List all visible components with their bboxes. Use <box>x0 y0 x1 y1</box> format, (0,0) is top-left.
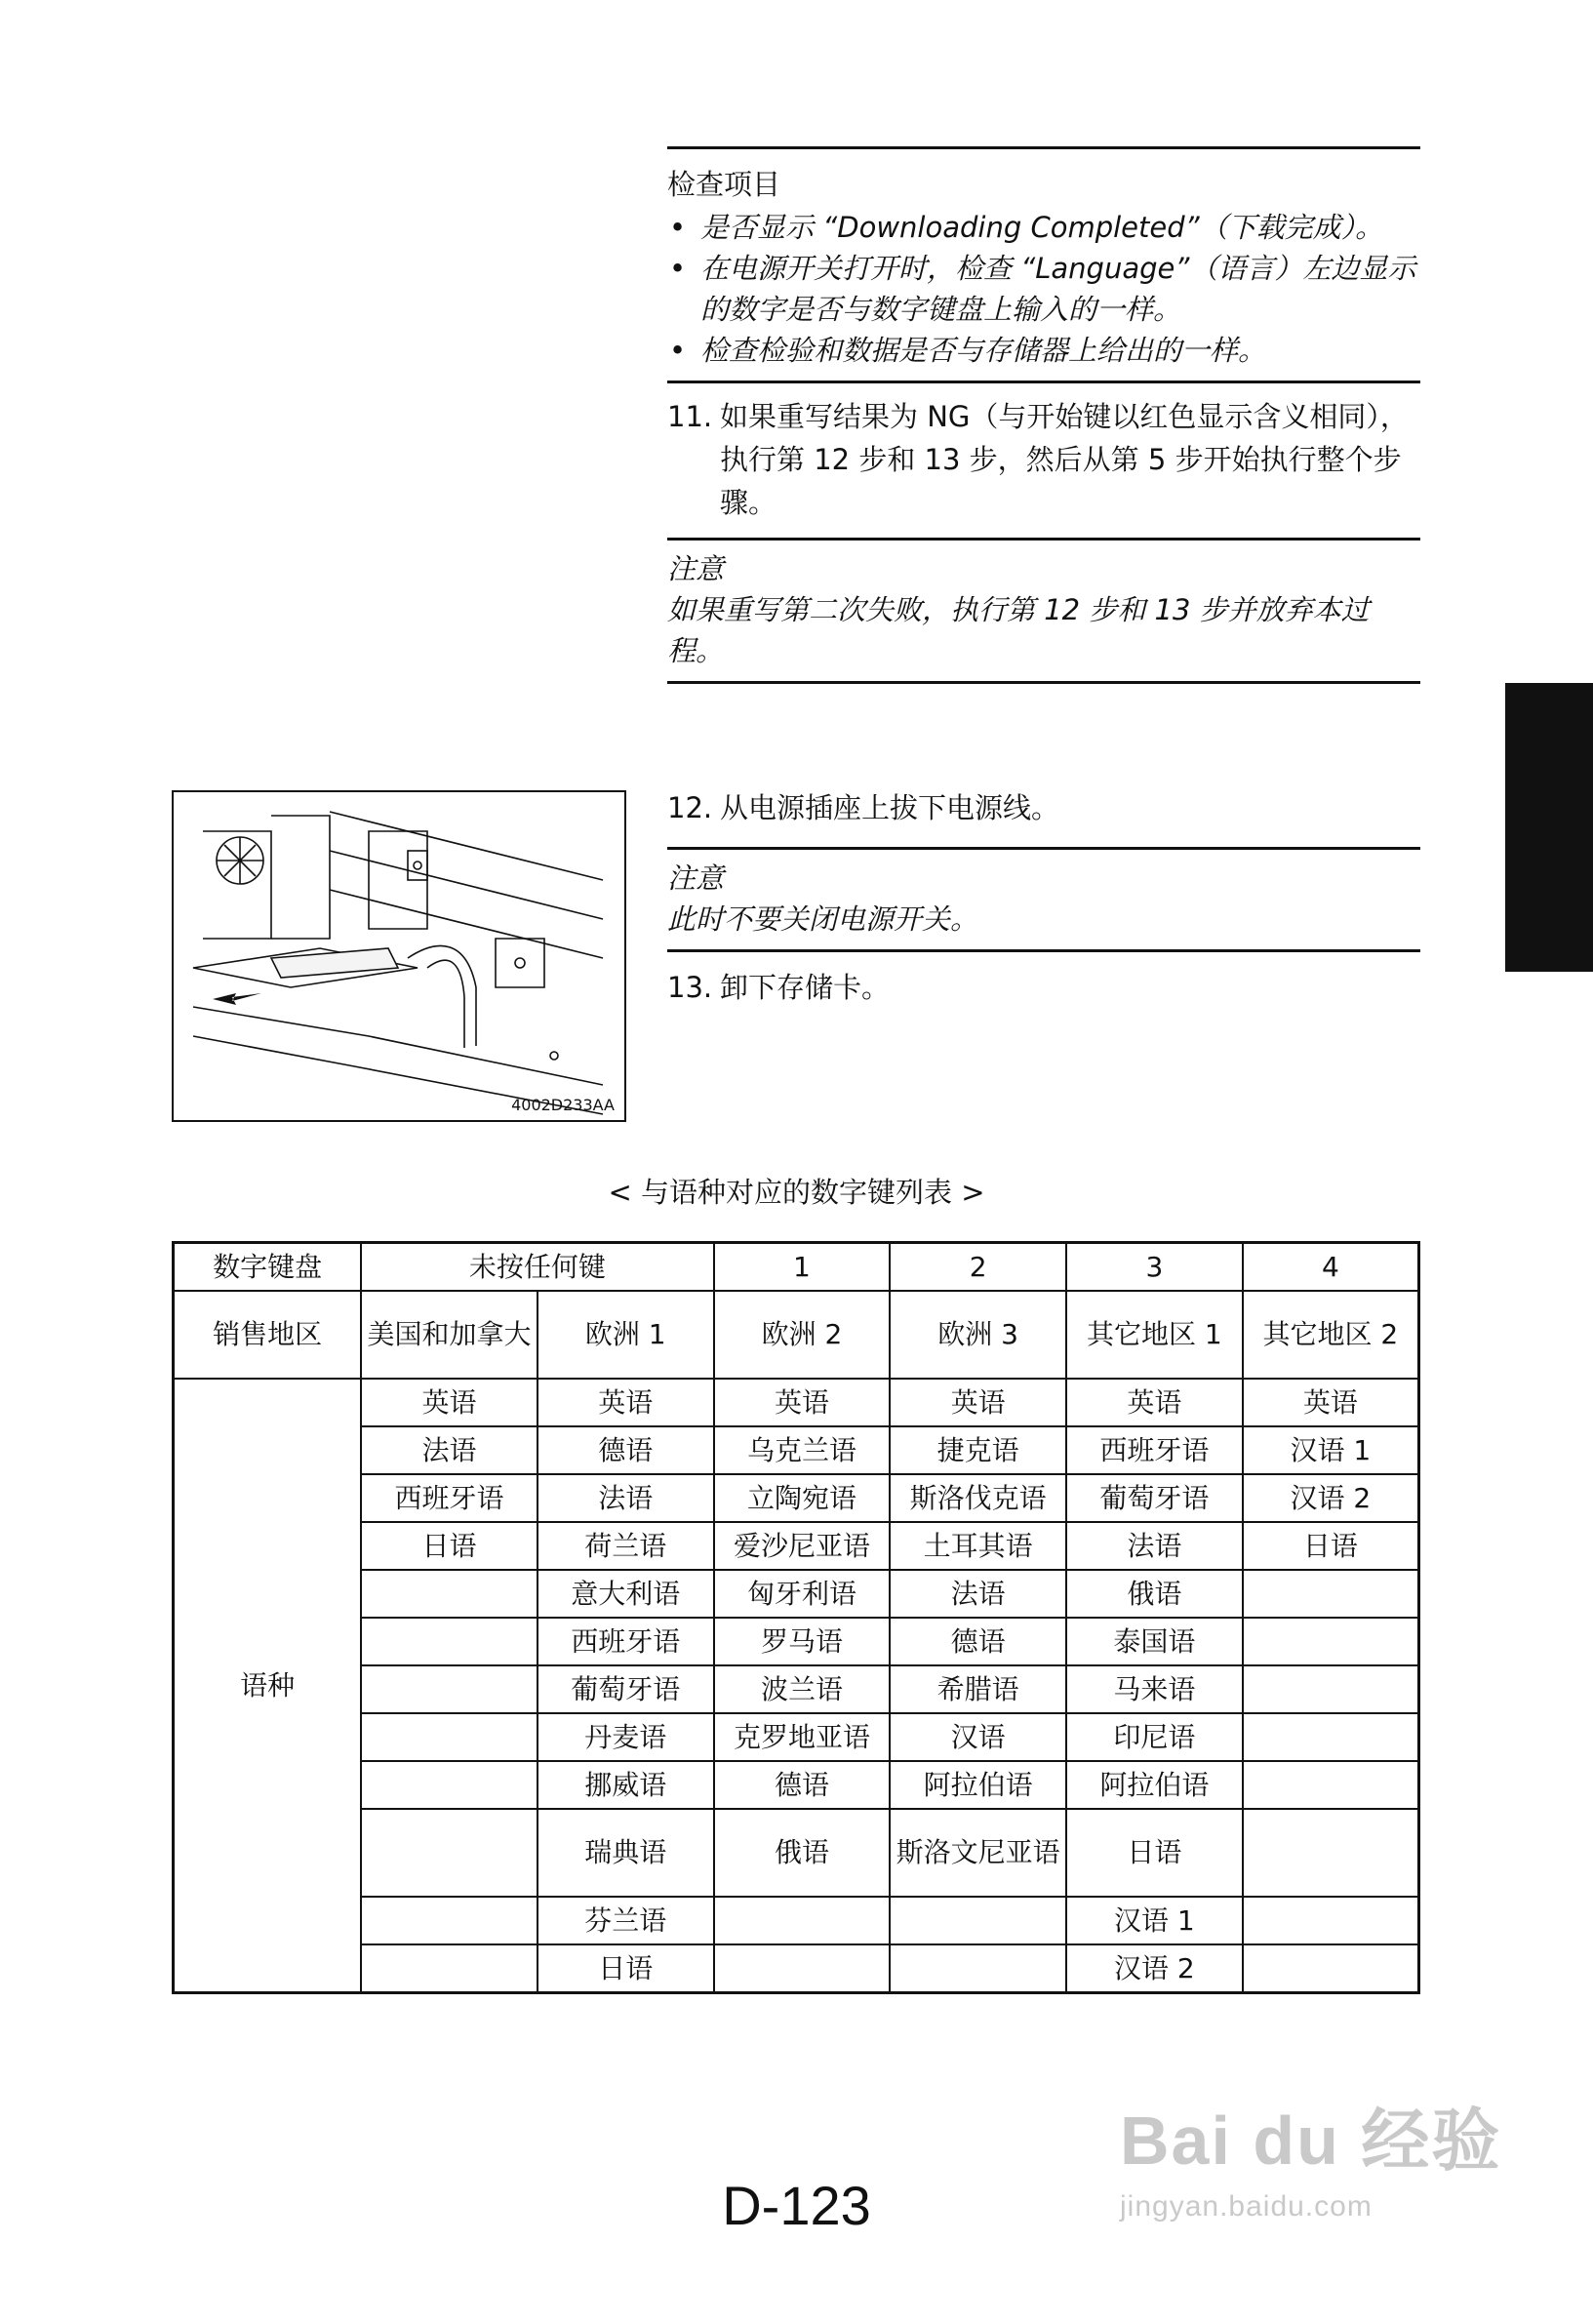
watermark <box>1120 2086 1501 2224</box>
table-cell: 俄语 <box>714 1809 891 1897</box>
note-1-body: 如果重写第二次失败，执行第 12 步和 13 步并放弃本过程。 <box>667 593 1370 667</box>
region-other-1: 其它地区 1 <box>1066 1291 1243 1379</box>
table-row <box>174 1379 1419 1426</box>
table-cell: 日语 <box>538 1944 714 1993</box>
check-item-2-text: 在电源开关打开时，检查 “Language”（语言）左边显示的数字是否与数字键盘上输入的一样。 <box>700 252 1416 326</box>
note-2-title: 注意 <box>667 861 725 895</box>
row-label-language: 语种 <box>174 1379 362 1993</box>
header-key-2: 2 <box>890 1243 1066 1292</box>
table-cell <box>1243 1618 1419 1665</box>
table-cell <box>361 1570 538 1618</box>
check-items-box <box>667 146 1420 684</box>
figure-code: 4002D233AA <box>511 1096 615 1114</box>
language-rows <box>174 1379 1419 1993</box>
note-2-body: 此时不要关闭电源开关。 <box>667 902 979 936</box>
check-item-3: • 检查检验和数据是否与存储器上给出的一样。 <box>669 334 1267 367</box>
rule-note2-top <box>667 847 1420 850</box>
table-header-row-regions <box>174 1291 1419 1379</box>
table-cell: 挪威语 <box>538 1761 714 1809</box>
region-other-2: 其它地区 2 <box>1243 1291 1419 1379</box>
watermark-logo: Bai du 经验 <box>1120 2103 1502 2179</box>
rule-top <box>667 146 1420 149</box>
table-cell: 汉语 <box>890 1713 1066 1761</box>
steps-12-13 <box>667 786 1420 1009</box>
table-cell <box>1243 1897 1419 1944</box>
table-cell: 英语 <box>361 1379 538 1426</box>
table-cell <box>361 1897 538 1944</box>
table-cell: 法语 <box>538 1474 714 1522</box>
rule-note2-bottom <box>667 949 1420 952</box>
table-caption: < 与语种对应的数字键列表 > <box>608 1176 985 1209</box>
check-item-1: • 是否显示 “Downloading Completed”（下载完成）。 <box>669 211 1384 244</box>
table-cell: 瑞典语 <box>538 1809 714 1897</box>
table-cell: 汉语 1 <box>1066 1897 1243 1944</box>
table-cell: 英语 <box>890 1379 1066 1426</box>
table-cell: 荷兰语 <box>538 1522 714 1570</box>
table-cell <box>1243 1944 1419 1993</box>
table-cell <box>890 1897 1066 1944</box>
table-cell: 法语 <box>361 1426 538 1474</box>
step-12-number: 12. <box>667 791 713 824</box>
header-no-key: 未按任何键 <box>361 1243 713 1292</box>
header-key-1: 1 <box>714 1243 891 1292</box>
table-cell <box>361 1618 538 1665</box>
table-cell: 英语 <box>1243 1379 1419 1426</box>
check-item-3-text: 检查检验和数据是否与存储器上给出的一样。 <box>700 334 1267 367</box>
table-cell <box>890 1944 1066 1993</box>
table-cell: 斯洛伐克语 <box>890 1474 1066 1522</box>
header-key-4: 4 <box>1243 1243 1419 1292</box>
step-12-text: 从电源插座上拔下电源线。 <box>720 791 1060 824</box>
table-cell: 罗马语 <box>714 1618 891 1665</box>
table-cell: 法语 <box>1066 1522 1243 1570</box>
table-cell <box>361 1665 538 1713</box>
step-13-number: 13. <box>667 971 713 1004</box>
table-cell: 德语 <box>538 1426 714 1474</box>
memory-card-removal-illustration <box>172 790 626 1122</box>
step-11-text: 如果重写结果为 NG（与开始键以红色显示含义相同），执行第 12 步和 13 步，然后从第 5 步开始执行整个步骤。 <box>720 400 1409 519</box>
step-12 <box>667 786 1420 829</box>
page-number: D-123 <box>722 2175 871 2236</box>
check-item-2: • 在电源开关打开时，检查 “Language”（语言）左边显示的数字是否与数字键盘上输入的一样。 <box>669 252 1416 326</box>
region-europe-3: 欧洲 3 <box>890 1291 1066 1379</box>
table-cell: 波兰语 <box>714 1665 891 1713</box>
language-key-table <box>172 1241 1420 1994</box>
table-cell: 日语 <box>1243 1522 1419 1570</box>
step-11 <box>667 395 1420 524</box>
rule-note1-bottom <box>667 681 1420 684</box>
table-cell: 丹麦语 <box>538 1713 714 1761</box>
table-cell: 葡萄牙语 <box>1066 1474 1243 1522</box>
table-cell: 德语 <box>890 1618 1066 1665</box>
table-cell <box>361 1713 538 1761</box>
table-cell: 俄语 <box>1066 1570 1243 1618</box>
table-cell <box>1243 1809 1419 1897</box>
header-key-3: 3 <box>1066 1243 1243 1292</box>
table-cell: 斯洛文尼亚语 <box>890 1809 1066 1897</box>
table-cell <box>1243 1665 1419 1713</box>
region-europe-2: 欧洲 2 <box>714 1291 891 1379</box>
header-keypad: 数字键盘 <box>174 1243 362 1292</box>
table-cell: 爱沙尼亚语 <box>714 1522 891 1570</box>
table-cell <box>361 1809 538 1897</box>
table-cell: 法语 <box>890 1570 1066 1618</box>
table-cell <box>361 1944 538 1993</box>
rule-after-check <box>667 381 1420 383</box>
check-item-1-text: 是否显示 “Downloading Completed”（下载完成）。 <box>700 211 1384 244</box>
table-cell: 英语 <box>1066 1379 1243 1426</box>
table-cell <box>714 1944 891 1993</box>
table-header-row-keys <box>174 1243 1419 1292</box>
region-us-canada: 美国和加拿大 <box>361 1291 538 1379</box>
table-cell: 葡萄牙语 <box>538 1665 714 1713</box>
pull-arrow-icon <box>213 993 261 1005</box>
table-cell: 土耳其语 <box>890 1522 1066 1570</box>
rule-note1-top <box>667 538 1420 541</box>
table-cell: 意大利语 <box>538 1570 714 1618</box>
table-cell <box>1243 1761 1419 1809</box>
step-13 <box>667 966 1420 1009</box>
table-cell: 芬兰语 <box>538 1897 714 1944</box>
note-1-title: 注意 <box>667 552 725 585</box>
table-cell: 阿拉伯语 <box>890 1761 1066 1809</box>
table-cell: 德语 <box>714 1761 891 1809</box>
table-cell: 汉语 1 <box>1243 1426 1419 1474</box>
table-cell <box>361 1761 538 1809</box>
table-cell: 日语 <box>1066 1809 1243 1897</box>
table-cell: 希腊语 <box>890 1665 1066 1713</box>
watermark-url: jingyan.baidu.com <box>1120 2190 1373 2223</box>
region-europe-1: 欧洲 1 <box>538 1291 714 1379</box>
step-11-number: 11. <box>667 400 713 433</box>
table-cell <box>1243 1570 1419 1618</box>
table-cell <box>1243 1713 1419 1761</box>
table-cell: 日语 <box>361 1522 538 1570</box>
table-cell: 匈牙利语 <box>714 1570 891 1618</box>
check-items-title: 检查项目 <box>667 168 781 201</box>
table-cell: 乌克兰语 <box>714 1426 891 1474</box>
table-cell <box>714 1897 891 1944</box>
illustration-drawing <box>174 792 624 1120</box>
table-cell: 英语 <box>714 1379 891 1426</box>
table-cell: 英语 <box>538 1379 714 1426</box>
table-cell: 西班牙语 <box>1066 1426 1243 1474</box>
table-cell: 汉语 2 <box>1243 1474 1419 1522</box>
table-cell: 阿拉伯语 <box>1066 1761 1243 1809</box>
table-cell: 泰国语 <box>1066 1618 1243 1665</box>
table-cell: 汉语 2 <box>1066 1944 1243 1993</box>
table-cell: 西班牙语 <box>361 1474 538 1522</box>
table-cell: 克罗地亚语 <box>714 1713 891 1761</box>
table-cell: 捷克语 <box>890 1426 1066 1474</box>
table-cell: 马来语 <box>1066 1665 1243 1713</box>
table-cell: 印尼语 <box>1066 1713 1243 1761</box>
header-region: 销售地区 <box>174 1291 362 1379</box>
section-tab-marker <box>1505 683 1593 972</box>
step-13-text: 卸下存储卡。 <box>720 971 891 1004</box>
table-cell: 西班牙语 <box>538 1618 714 1665</box>
table-cell: 立陶宛语 <box>714 1474 891 1522</box>
